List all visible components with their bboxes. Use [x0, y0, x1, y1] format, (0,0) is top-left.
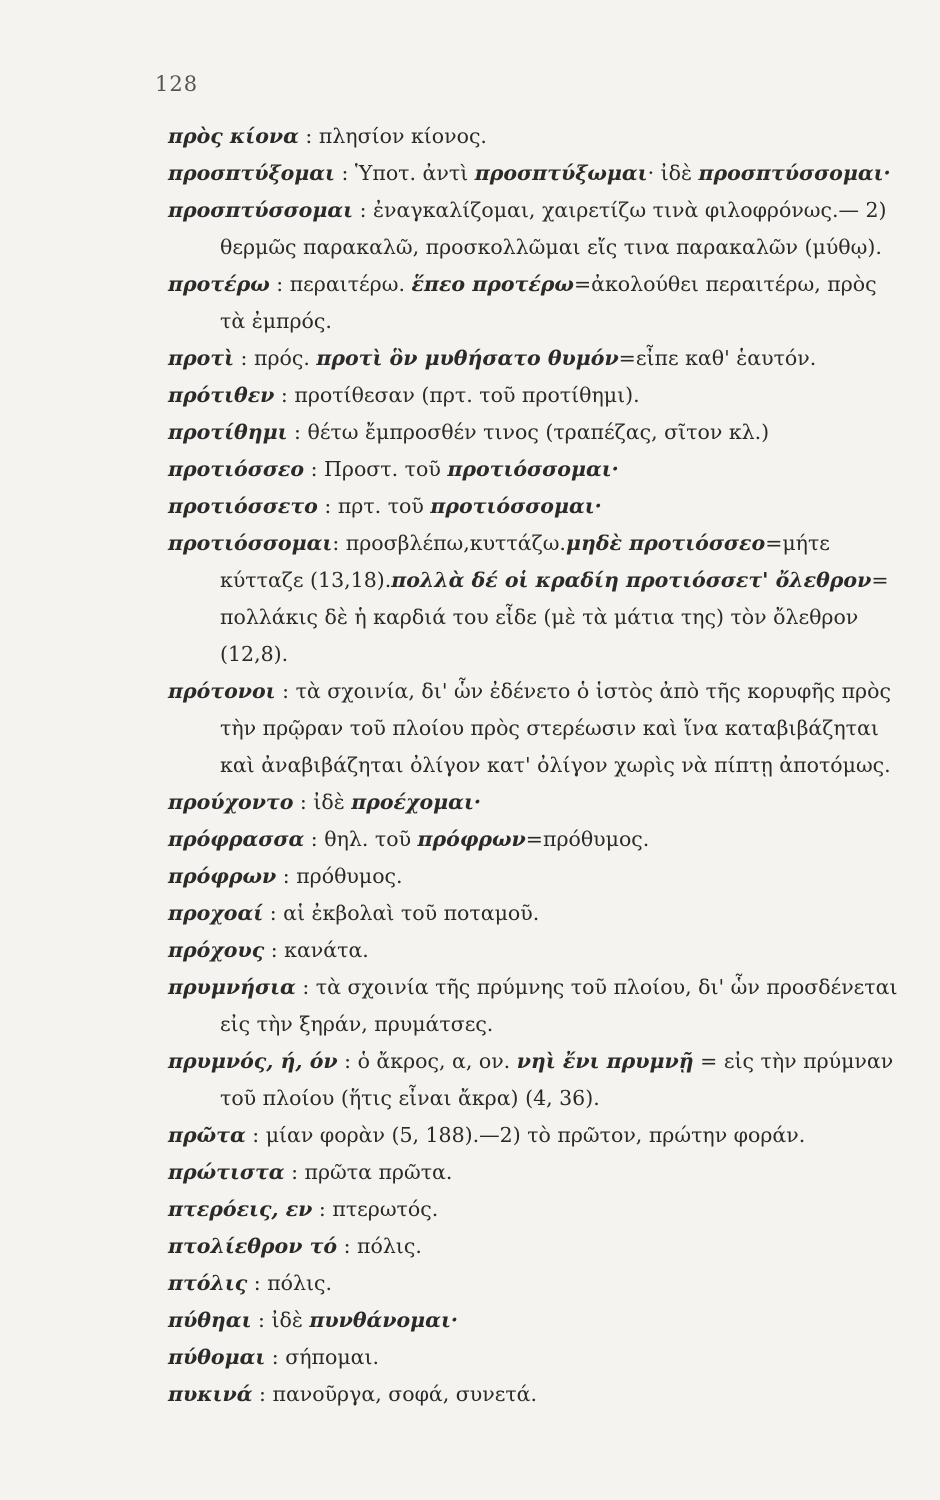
entry-citation: προτὶ ὃν μυθήσατο θυμόν: [316, 346, 619, 370]
dictionary-entry: [168, 969, 898, 1043]
entry-separator: :: [337, 1234, 357, 1258]
entry-definition: ὁ ἄκρος, α, ον.: [357, 1049, 517, 1073]
entry-headword: πρυμνήσια: [168, 975, 296, 999]
entry-headword: πύθομαι: [168, 1345, 266, 1369]
entry-citation: προσπτύξωμαι: [474, 161, 648, 185]
dictionary-entry: [168, 821, 898, 858]
entry-headword: πύθηαι: [168, 1308, 252, 1332]
entry-definition: πόλις.: [357, 1234, 422, 1258]
entry-headword: πρόφρασσα: [168, 827, 305, 851]
entry-list: [168, 118, 898, 1413]
entry-separator: :: [312, 1197, 333, 1221]
dictionary-entry: [168, 525, 898, 673]
entry-separator: :: [298, 124, 319, 148]
entry-definition: = πολλάκις δὲ ἡ καρδιά του εἶδε (μὲ τὰ μάτια της) τὸν ὄλεθρον (12,8).: [220, 568, 889, 666]
entry-headword: πτολίεθρον τό: [168, 1234, 338, 1258]
dictionary-entry: [168, 377, 898, 414]
entry-definition: αἱ ἐκβολαὶ τοῦ ποταμοῦ.: [283, 901, 540, 925]
entry-separator: :: [263, 901, 284, 925]
entry-separator: :: [276, 864, 297, 888]
entry-headword: προτιόσσομαι: [168, 531, 333, 555]
dictionary-entry: [168, 673, 898, 784]
entry-separator: :: [334, 161, 355, 185]
entry-definition: τὰ σχοινία, δι' ὧν ἐδένετο ὁ ἱστὸς ἀπὸ τῆς κορυφῆς πρὸς τὴν πρῷραν τοῦ πλοίου πρὸς στερέωσιν καὶ ἵνα καταβιβάζηται καὶ ἀναβιβάζηται ὀλίγον κατ' ὀλίγον χωρὶς νὰ πίπτῃ ἀποτόμως.: [220, 679, 891, 777]
entry-definition: =μήτε κύτταζε (13,18).: [220, 531, 830, 592]
entry-citation: πρόφρων: [417, 827, 526, 851]
entry-definition: = εἰς τὴν πρύμναν τοῦ πλοίου (ἥτις εἶναι ἄκρα) (4, 36).: [220, 1049, 894, 1110]
entry-definition: Προστ. τοῦ: [324, 457, 448, 481]
entry-definition: ἰδὲ: [271, 1308, 310, 1332]
entry-definition: πλησίον κίονος.: [318, 124, 487, 148]
entry-headword: πρόφρων: [168, 864, 277, 888]
entry-separator: :: [265, 1345, 286, 1369]
entry-definition: θηλ. τοῦ: [324, 827, 418, 851]
dictionary-entry: [168, 1376, 898, 1413]
entry-headword: πρώτιστα: [168, 1160, 285, 1184]
entry-headword: πτόλις: [168, 1271, 248, 1295]
entry-definition: τὰ σχοινία τῆς πρύμνης τοῦ πλοίου, δι' ὧν προσδένεται εἰς τὴν ξηράν, πρυμάτσες.: [220, 975, 898, 1036]
page-number: 128: [155, 72, 199, 96]
entry-definition: =πρόθυμος.: [525, 827, 650, 851]
entry-separator: :: [332, 531, 346, 555]
entry-definition: πτερωτός.: [332, 1197, 439, 1221]
entry-definition: κανάτα.: [284, 938, 369, 962]
entry-separator: :: [247, 1271, 268, 1295]
entry-citation: προσπτύσσομαι·: [698, 161, 891, 185]
entry-separator: :: [245, 1123, 266, 1147]
dictionary-entry: [168, 488, 898, 525]
entry-headword: προτὶ: [168, 346, 235, 370]
dictionary-entry: [168, 192, 898, 266]
entry-definition: ἐναγκαλίζομαι, χαιρετίζω τινὰ φιλοφρόνως.— 2) θερμῶς παρακαλῶ, προσκολλῶμαι εἴς τινα παρακαλῶν (μύθῳ).: [220, 198, 887, 259]
entry-separator: :: [304, 827, 325, 851]
entry-definition: πόλις.: [267, 1271, 333, 1295]
entry-separator: :: [293, 790, 314, 814]
dictionary-entry: [168, 932, 898, 969]
entry-citation: πολλὰ δέ οἱ κραδίη προτιόσσετ' ὄλεθρον: [391, 568, 872, 592]
dictionary-entry: [168, 414, 898, 451]
entry-separator: :: [353, 198, 374, 222]
entry-headword: πτερόεις, εν: [168, 1197, 313, 1221]
entry-separator: :: [234, 346, 254, 370]
entry-definition: πανοῦργα, σοφά, συνετά.: [272, 1382, 538, 1406]
entry-headword: προτίθημι: [168, 420, 288, 444]
entry-definition: πρῶτα πρῶτα.: [304, 1160, 453, 1184]
dictionary-entry: [168, 1265, 898, 1302]
dictionary-entry: [168, 1043, 898, 1117]
entry-headword: πρότιθεν: [168, 383, 275, 407]
entry-separator: :: [252, 1382, 273, 1406]
dictionary-entry: [168, 895, 898, 932]
entry-definition: προσβλέπω,κυττάζω.: [345, 531, 566, 555]
entry-citation: μηδὲ προτιόσσεο: [565, 531, 766, 555]
dictionary-entry: [168, 118, 898, 155]
entry-separator: :: [304, 457, 325, 481]
entry-definition: περαιτέρω.: [289, 272, 412, 296]
dictionary-entry: [168, 1154, 898, 1191]
entry-separator: :: [287, 420, 308, 444]
dictionary-entry: [168, 1228, 898, 1265]
entry-separator: :: [275, 679, 296, 703]
entry-headword: προτιόσσεο: [168, 457, 305, 481]
entry-headword: προσπτύξομαι: [168, 161, 335, 185]
dictionary-entry: [168, 1191, 898, 1228]
dictionary-entry: [168, 1117, 898, 1154]
entry-separator: :: [284, 1160, 305, 1184]
entry-separator: :: [264, 938, 285, 962]
entry-citation: προτιόσσομαι·: [447, 457, 619, 481]
entry-headword: προύχοντο: [168, 790, 294, 814]
entry-definition: =ἀκολούθει περαιτέρω, πρὸς τὰ ἐμπρός.: [220, 272, 877, 333]
entry-separator: :: [317, 494, 338, 518]
dictionary-entry: [168, 340, 898, 377]
entry-definition: πρτ. τοῦ: [337, 494, 431, 518]
entry-definition: Ὑποτ. ἀντὶ: [354, 161, 475, 185]
dictionary-entry: [168, 1302, 898, 1339]
dictionary-entry: [168, 266, 898, 340]
entry-separator: :: [251, 1308, 272, 1332]
entry-headword: προτέρω: [168, 272, 270, 296]
dictionary-entry: [168, 155, 898, 192]
entry-separator: :: [295, 975, 316, 999]
entry-citation: πυνθάνομαι·: [309, 1308, 459, 1332]
entry-citation: προέχομαι·: [351, 790, 482, 814]
entry-headword: πυκινά: [168, 1382, 253, 1406]
entry-definition: · ἰδὲ: [647, 161, 699, 185]
dictionary-entry: [168, 451, 898, 488]
entry-definition: μίαν φορὰν (5, 188).—2) τὸ πρῶτον, πρώτην φοράν.: [265, 1123, 806, 1147]
entry-definition: ἰδὲ: [313, 790, 352, 814]
entry-headword: πρυμνός, ή, όν: [168, 1049, 338, 1073]
entry-definition: σήπομαι.: [285, 1345, 380, 1369]
dictionary-entry: [168, 1339, 898, 1376]
entry-separator: :: [274, 383, 295, 407]
entry-headword: προχοαί: [168, 901, 264, 925]
entry-separator: :: [269, 272, 290, 296]
entry-citation: νηὶ ἔνι πρυμνῇ: [516, 1049, 694, 1073]
entry-definition: πρός.: [253, 346, 317, 370]
entry-definition: =εἶπε καθ' ἑαυτόν.: [618, 346, 817, 370]
entry-separator: :: [337, 1049, 358, 1073]
entry-headword: προτιόσσετο: [168, 494, 318, 518]
entry-headword: πρότονοι: [168, 679, 276, 703]
entry-headword: πρῶτα: [168, 1123, 246, 1147]
entry-citation: ἕπεο προτέρω: [411, 272, 574, 296]
dictionary-entry: [168, 858, 898, 895]
entry-definition: πρόθυμος.: [296, 864, 403, 888]
entry-definition: θέτω ἔμπροσθέν τινος (τραπέζας, σῖτον κλ.): [307, 420, 770, 444]
dictionary-entry: [168, 784, 898, 821]
entry-definition: προτίθεσαν (πρτ. τοῦ προτίθημι).: [294, 383, 640, 407]
entry-citation: προτιόσσομαι·: [430, 494, 602, 518]
entry-headword: πρὸς κίονα: [168, 124, 299, 148]
entry-headword: προσπτύσσομαι: [168, 198, 354, 222]
entry-headword: πρόχους: [168, 938, 265, 962]
